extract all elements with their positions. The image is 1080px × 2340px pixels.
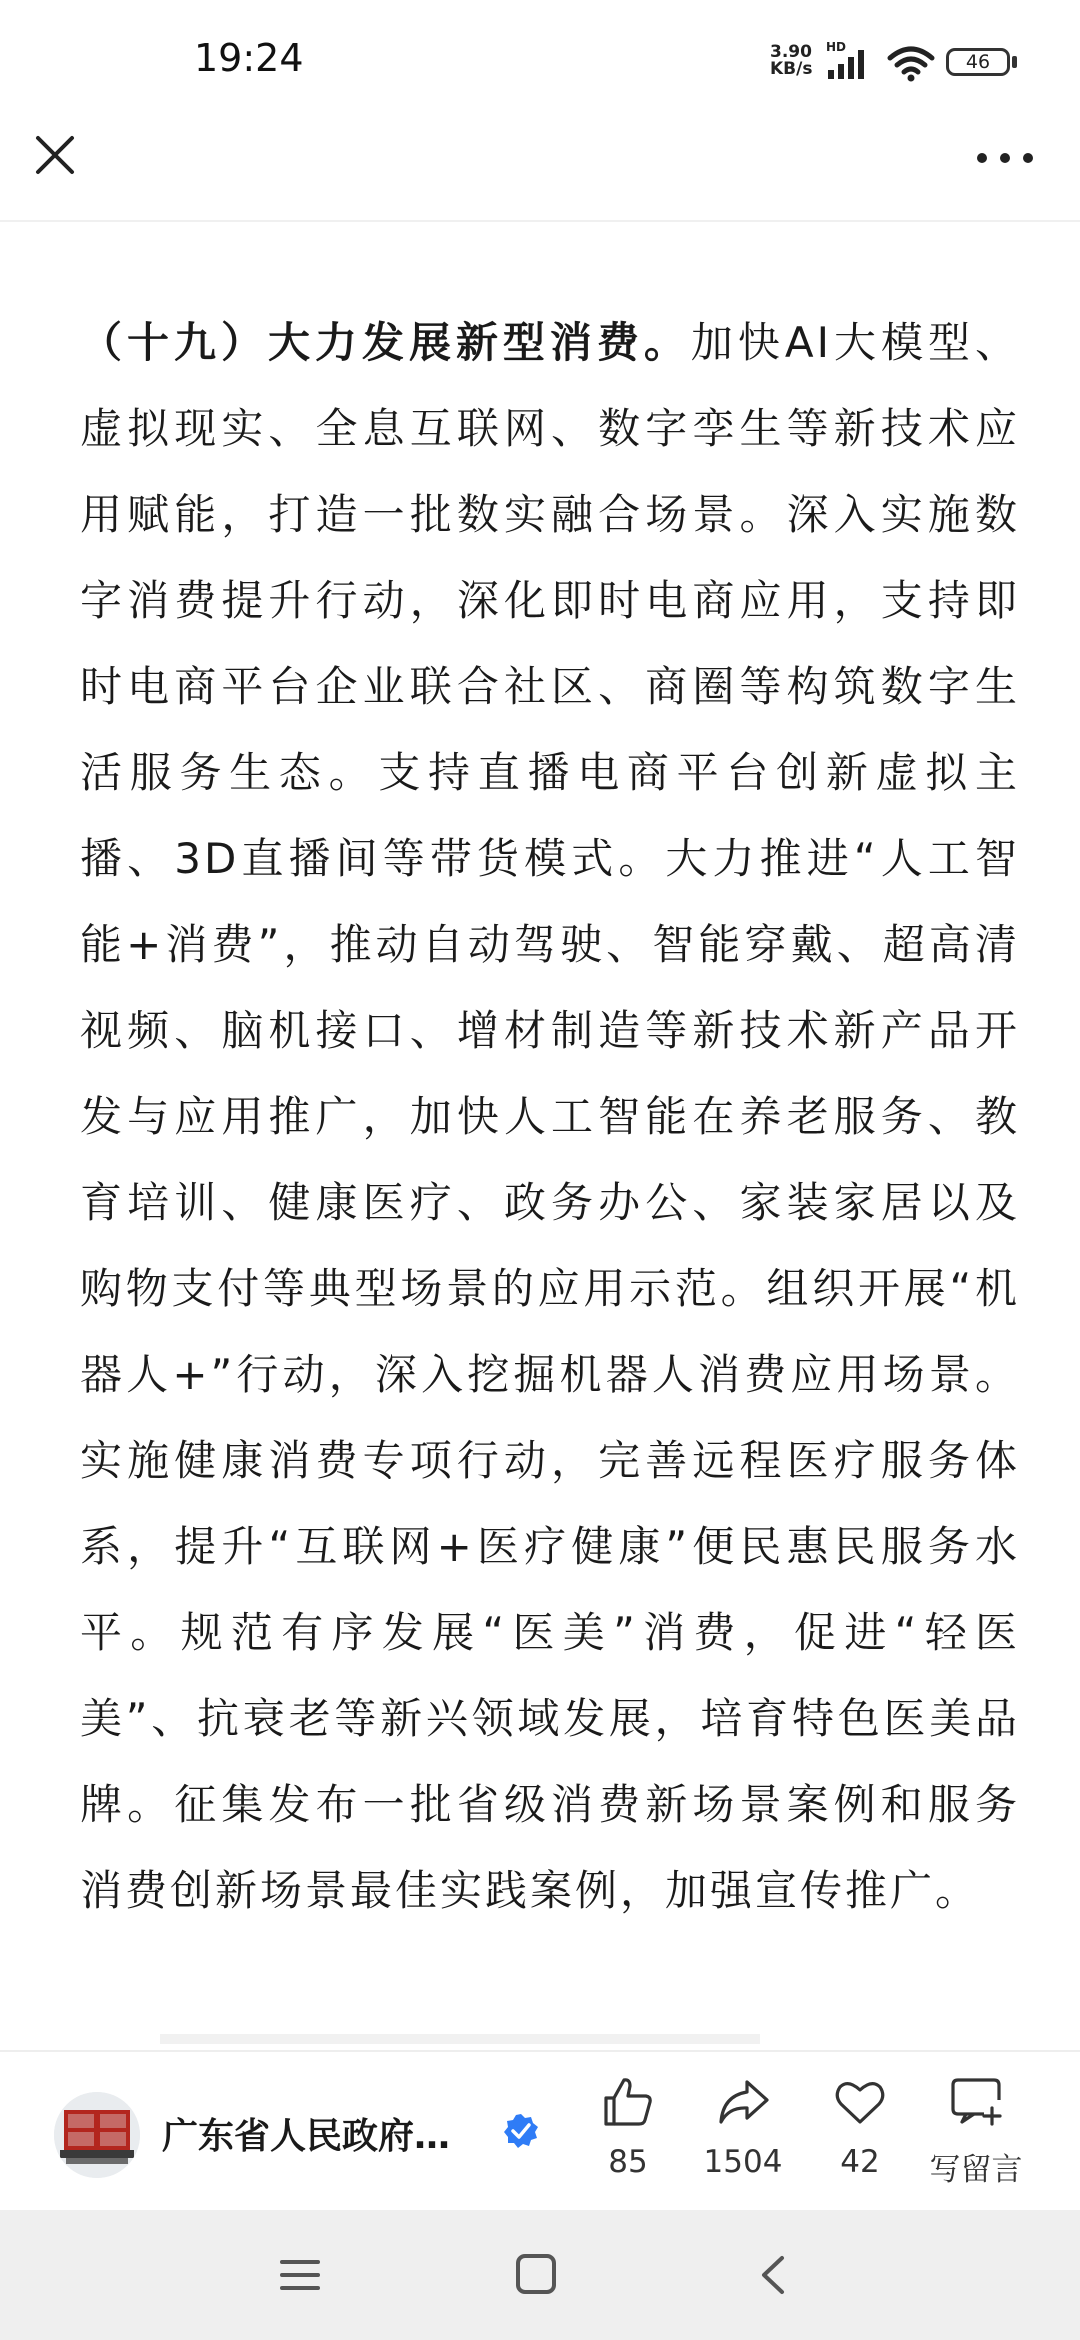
paragraph-lead: （十九）大力发展新型消费。	[80, 318, 691, 367]
heart-icon	[832, 2074, 888, 2130]
favorite-count: 42	[840, 2144, 880, 2180]
battery-icon	[946, 48, 1010, 76]
like-count: 85	[608, 2144, 648, 2180]
battery-level: 46	[965, 51, 991, 73]
comment-label: 写留言	[929, 2152, 1023, 2188]
status-bar	[0, 0, 1080, 110]
next-paragraph-peek	[0, 2020, 1080, 2050]
government-logo-icon	[54, 2092, 140, 2178]
network-speed-value: 3.90	[770, 42, 812, 62]
avatar[interactable]	[54, 2092, 140, 2178]
more-icon[interactable]	[970, 138, 1040, 178]
thumbs-up-icon	[600, 2074, 656, 2130]
share-count: 1504	[703, 2144, 783, 2180]
nav-header	[0, 110, 1080, 222]
menu-icon[interactable]	[270, 2250, 330, 2300]
status-time: 19:24	[194, 36, 304, 80]
share-icon	[715, 2074, 771, 2130]
wifi-icon	[886, 44, 936, 84]
article-content	[80, 300, 1020, 1934]
article-paragraph	[80, 300, 1020, 1934]
comment-button[interactable]	[916, 2074, 1036, 2189]
like-button[interactable]	[568, 2074, 688, 2180]
battery-tip	[1012, 56, 1017, 68]
back-icon[interactable]	[744, 2250, 804, 2300]
verified-icon	[502, 2112, 540, 2150]
signal-icon	[826, 46, 876, 80]
system-nav-bar	[0, 2210, 1080, 2340]
share-button[interactable]	[683, 2074, 803, 2180]
network-type: HD	[826, 40, 847, 54]
network-speed	[770, 44, 812, 78]
comment-icon	[948, 2074, 1004, 2130]
home-icon[interactable]	[506, 2250, 566, 2300]
account-name[interactable]: 广东省人民政府…	[162, 2116, 451, 2157]
network-speed-unit: KB/s	[770, 59, 813, 79]
favorite-button[interactable]	[800, 2074, 920, 2180]
bottom-action-bar	[0, 2050, 1080, 2212]
close-icon[interactable]	[30, 130, 80, 180]
paragraph-body: 加快AI大模型、虚拟现实、全息互联网、数字孪生等新技术应用赋能，打造一批数实融合场景。深入实施数字消费提升行动，深化即时电商应用，支持即时电商平台企业联合社区、商圈等构筑数字生活服务生态。支持直播电商平台创新虚拟主播、3D直播间等带货模式。大力推进“人工智能+消费”，推动自动驾驶、智能穿戴、超高清视频、脑机接口、增材制造等新技术新产品开发与应用推广，加快人工智能在养老服务、教育培训、健康医疗、政务办公、家装家居以及购物支付等典型场景的应用示范。组织开展“机器人+”行动，深入挖掘机器人消费应用场景。实施健康消费专项行动，完善远程医疗服务体系，提升“互联网+医疗健康”便民惠民服务水平。规范有序发展“医美”消费，促进“轻医美”、抗衰老等新兴领域发展，培育特色医美品牌。征集发布一批省级消费新场景案例和服务消费创新场景最佳实践案例，加强宣传推广。	[80, 318, 1020, 1915]
